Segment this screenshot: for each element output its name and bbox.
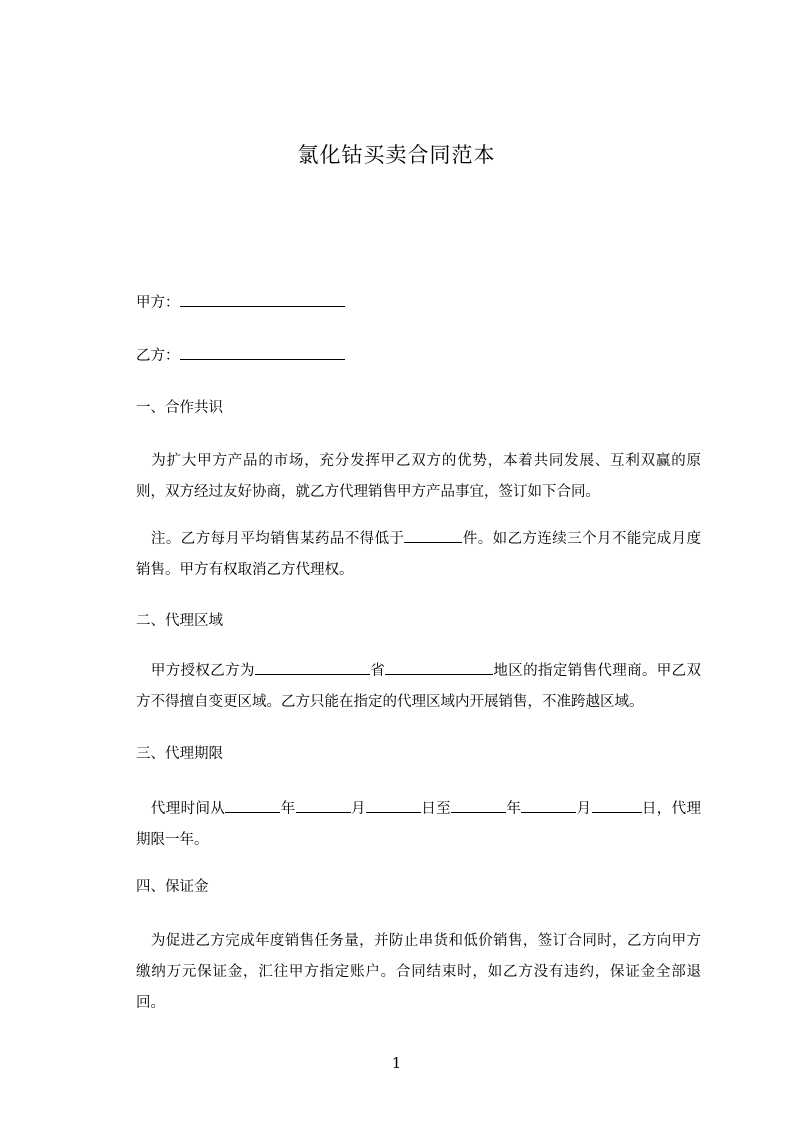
section-4-paragraph-1-text: 为促进乙方完成年度销售任务量，并防止串货和低价销售，签订合同时，乙方向甲方缴纳万元保证金，汇往甲方指定账户。合同结束时，如乙方没有违约，保证金全部退回。 <box>136 933 701 1011</box>
section-2-heading: 二、代理区域 <box>136 613 223 629</box>
party-a-label: 甲方： <box>136 295 180 311</box>
section-1-paragraph-2-text-a: 注。乙方每月平均销售某药品不得低于 <box>150 531 405 547</box>
region-blank <box>385 658 493 675</box>
start-year-blank <box>225 796 280 813</box>
party-b-blank <box>180 343 345 360</box>
min-sales-blank <box>404 526 462 543</box>
document-title: 氯化钴买卖合同范本 <box>297 143 496 167</box>
section-1-heading: 一、合作共识 <box>136 400 223 416</box>
party-b-label: 乙方： <box>136 348 180 364</box>
end-year-blank <box>451 796 506 813</box>
section-3-paragraph-1 <box>136 794 701 856</box>
section-3-heading: 三、代理期限 <box>136 746 223 762</box>
section-2-paragraph-1 <box>136 656 701 718</box>
section-4-paragraph-1 <box>136 926 701 1019</box>
section-1-paragraph-1-text: 为扩大甲方产品的市场，充分发挥甲乙双方的优势，本着共同发展、互利双赢的原则，双方经过友好协商，就乙方代理销售甲方产品事宜，签订如下合同。 <box>136 453 701 500</box>
party-a-blank <box>180 290 345 307</box>
end-day-blank <box>592 796 642 813</box>
section-2-paragraph-1-text-b: 省 <box>369 663 386 679</box>
section-2-paragraph-1-text-a: 甲方授权乙方为 <box>150 663 255 679</box>
period-text-g: 日，代理期限一年。 <box>136 801 702 848</box>
section-1-paragraph-2-text-b: 件。如乙方连续三个月不能完成月度销售。甲方有权取消乙方代理权。 <box>136 531 702 578</box>
period-text-c: 月 <box>350 801 366 817</box>
section-1-paragraph-2 <box>136 524 701 586</box>
party-b-line <box>136 343 345 367</box>
page-number: 1 <box>391 1054 402 1072</box>
section-4-heading: 四、保证金 <box>136 879 209 895</box>
period-text-e: 年 <box>505 801 522 817</box>
period-text-a: 代理时间从 <box>150 801 226 817</box>
period-text-d: 日至 <box>420 801 451 817</box>
start-day-blank <box>366 796 421 813</box>
start-month-blank <box>296 796 351 813</box>
province-blank <box>255 658 370 675</box>
end-month-blank <box>521 796 576 813</box>
party-a-line <box>136 290 345 314</box>
section-1-paragraph-1 <box>136 446 701 508</box>
period-text-f: 月 <box>576 801 592 817</box>
section-2-paragraph-1-text-c: 地区的指定销售代理商。甲乙双方不得擅自变更区域。乙方只能在指定的代理区域内开展销售，不准跨越区域。 <box>136 663 702 710</box>
period-text-b: 年 <box>280 801 296 817</box>
